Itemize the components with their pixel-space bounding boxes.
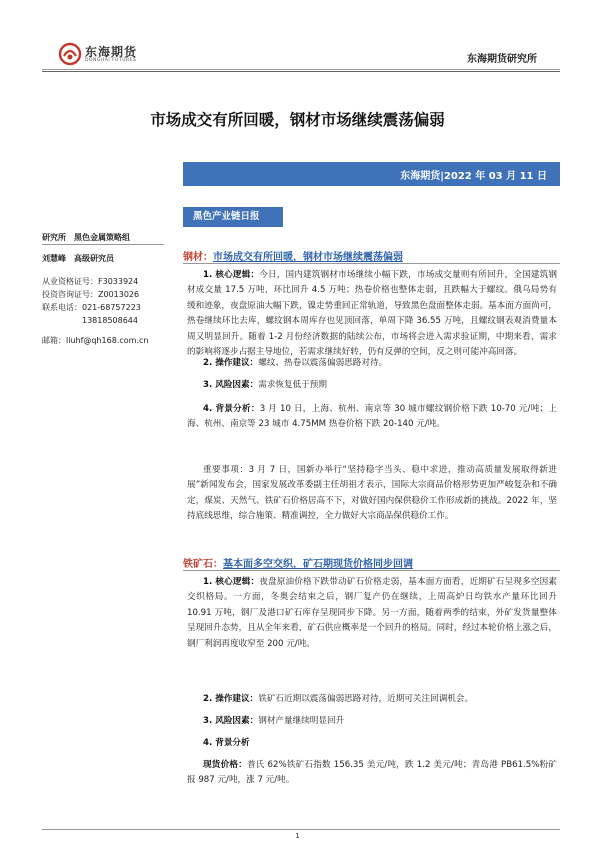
ore-op-body: 铁矿石近期以震荡偏弱思路对待，近期可关注回调机会。 (258, 694, 474, 704)
steel-section-title (183, 248, 403, 263)
ore-operation (187, 692, 557, 707)
header-rule (42, 69, 560, 70)
mobile: 13818508644 (42, 316, 138, 325)
ore-risk-head: 3. 风险因素： (203, 716, 259, 726)
steel-logic-body: 今日，国内建筑钢材市场继续小幅下跌，市场成交量则有所回升，全国建筑钢材成交量 17.5 万吨，环比回升 4.5 万吨；热卷价格也整体走弱，且跌幅大于螺纹。俄乌局势有缓和迹象，夜盘原油大幅下跌，镍走势重回正常轨道，导致黑色盘面整体走弱。基本面方面尚可，热卷继续环比去库，螺纹钢本周库存也见顶回落，单周下降 36.55 万吨，且螺纹钢表观消费量本周又明显回升。随着 1-2 月份经济数据的陆续公布，市场将会进入需求验证期，中期来看，需求的影响将逐步占据主导地位，若需求继续好转，仍有反弹的空间，反之则可能冲高回落。 (187, 270, 557, 358)
logo-mark-icon (58, 42, 82, 66)
steel-background (187, 402, 557, 433)
sidebar-divider (42, 244, 164, 245)
email-link[interactable]: 邮箱：liuhf@qh168.com.cn (42, 336, 149, 345)
steel-risk-body: 需求恢复低于预期 (258, 380, 327, 390)
steel-logic-head: 1. 核心逻辑： (203, 270, 260, 280)
ore-logic-body: 夜盘原油价格下跌带动矿石价格走弱，基本面方面看，近期矿石呈现多空因素交织格局。一方面，冬奥会结束之后，钢厂复产仍在继续，上周高炉日均铁水产量环比回升 10.91 万吨，钢厂及港口矿石库存呈现同步下降。另一方面，随着两季的结束，外矿发货量整体呈现回升态势，且从全年来看，矿石供应概率是一个回升的格局。同时，经过本轮价格上涨之后，钢厂利润再度收窄至 200 元/吨。 (187, 577, 557, 649)
steel-title-text: 市场成交有所回暖，钢材市场继续震荡偏弱 (213, 252, 403, 263)
ore-title-text: 基本面多空交织，矿石期现货价格同步回调 (223, 559, 413, 570)
company-logo (58, 40, 148, 70)
steel-title-label: 钢材： (183, 252, 213, 263)
steel-bg-head: 4. 背景分析： (203, 404, 260, 414)
department: 研究所 黑色金属策略组 (42, 233, 130, 242)
ore-title-label: 铁矿石： (183, 559, 223, 570)
section-tag: 黑色产业链日报 (183, 207, 283, 227)
page-number: 1 (295, 832, 300, 840)
license-no: 从业资格证号：F3033924 (42, 277, 139, 286)
ore-logic-head: 1. 核心逻辑： (203, 577, 260, 587)
steel-bg-body: 3 月 10 日，上海、杭州、南京等 30 城市螺纹钢价格下跌 10-70 元/吨；上海、杭州、南京等 23 城市 4.75MM 热卷价格下跌 20-140 元/吨。 (187, 404, 557, 430)
logo-cn-text: 东海期货 (85, 45, 138, 59)
steel-title-rule (183, 263, 560, 264)
footer-rule (42, 829, 560, 830)
ore-op-head: 2. 操作建议： (203, 694, 259, 704)
ore-bg-head: 4. 背景分析 (203, 738, 250, 748)
header-rule-thick (42, 71, 560, 72)
ore-spot-price (187, 758, 557, 789)
steel-risk-head: 3. 风险因素： (203, 380, 259, 390)
report-date: 东海期货|2022 年 03 月 11 日 (400, 171, 547, 182)
phone: 联系电话：021-68757223 (42, 303, 141, 312)
steel-operation (187, 356, 557, 371)
steel-core-logic (187, 268, 557, 360)
ore-spot-head: 现货价格： (203, 760, 247, 770)
ore-title-rule (183, 570, 560, 571)
steel-risk (187, 378, 557, 393)
steel-news (187, 463, 557, 525)
ore-spot-body: 普氏 62%铁矿石指数 156.35 美元/吨，跌 1.2 美元/吨；青岛港 PB61.5%粉矿报 987 元/吨，涨 7 元/吨。 (187, 760, 557, 786)
steel-op-body: 螺纹、热卷以震荡偏弱思路对待。 (258, 358, 388, 368)
consult-license-no: 投资咨询证号：Z0013026 (42, 290, 140, 299)
header-institute: 东海期货研究所 (467, 54, 537, 65)
steel-news-body: 重要事项：3 月 7 日，国新办举行“坚持稳字当头、稳中求进，推动高质量发展取得新进展”新闻发布会，国家发展改革委副主任胡祖才表示，国际大宗商品价格形势更加严峻复杂和不确定，煤炭、天然气、铁矿石价格居高不下，对做好国内保供稳价工作形成新的挑战。2022 年，坚持底线思维，综合施策、精准调控，全力做好大宗商品保供稳价工作。 (187, 465, 557, 522)
report-title: 市场成交有所回暖，钢材市场继续震荡偏弱 (150, 111, 445, 129)
logo-en-text: DONGHAI FUTURES (85, 58, 137, 63)
ore-core-logic (187, 575, 557, 652)
ore-risk-body: 钢材产量继续明显回升 (258, 716, 345, 726)
ore-background (187, 736, 557, 751)
ore-section-title (183, 555, 413, 570)
ore-risk (187, 714, 557, 729)
author: 刘慧峰 高级研究员 (42, 254, 114, 263)
steel-op-head: 2. 操作建议： (203, 358, 259, 368)
